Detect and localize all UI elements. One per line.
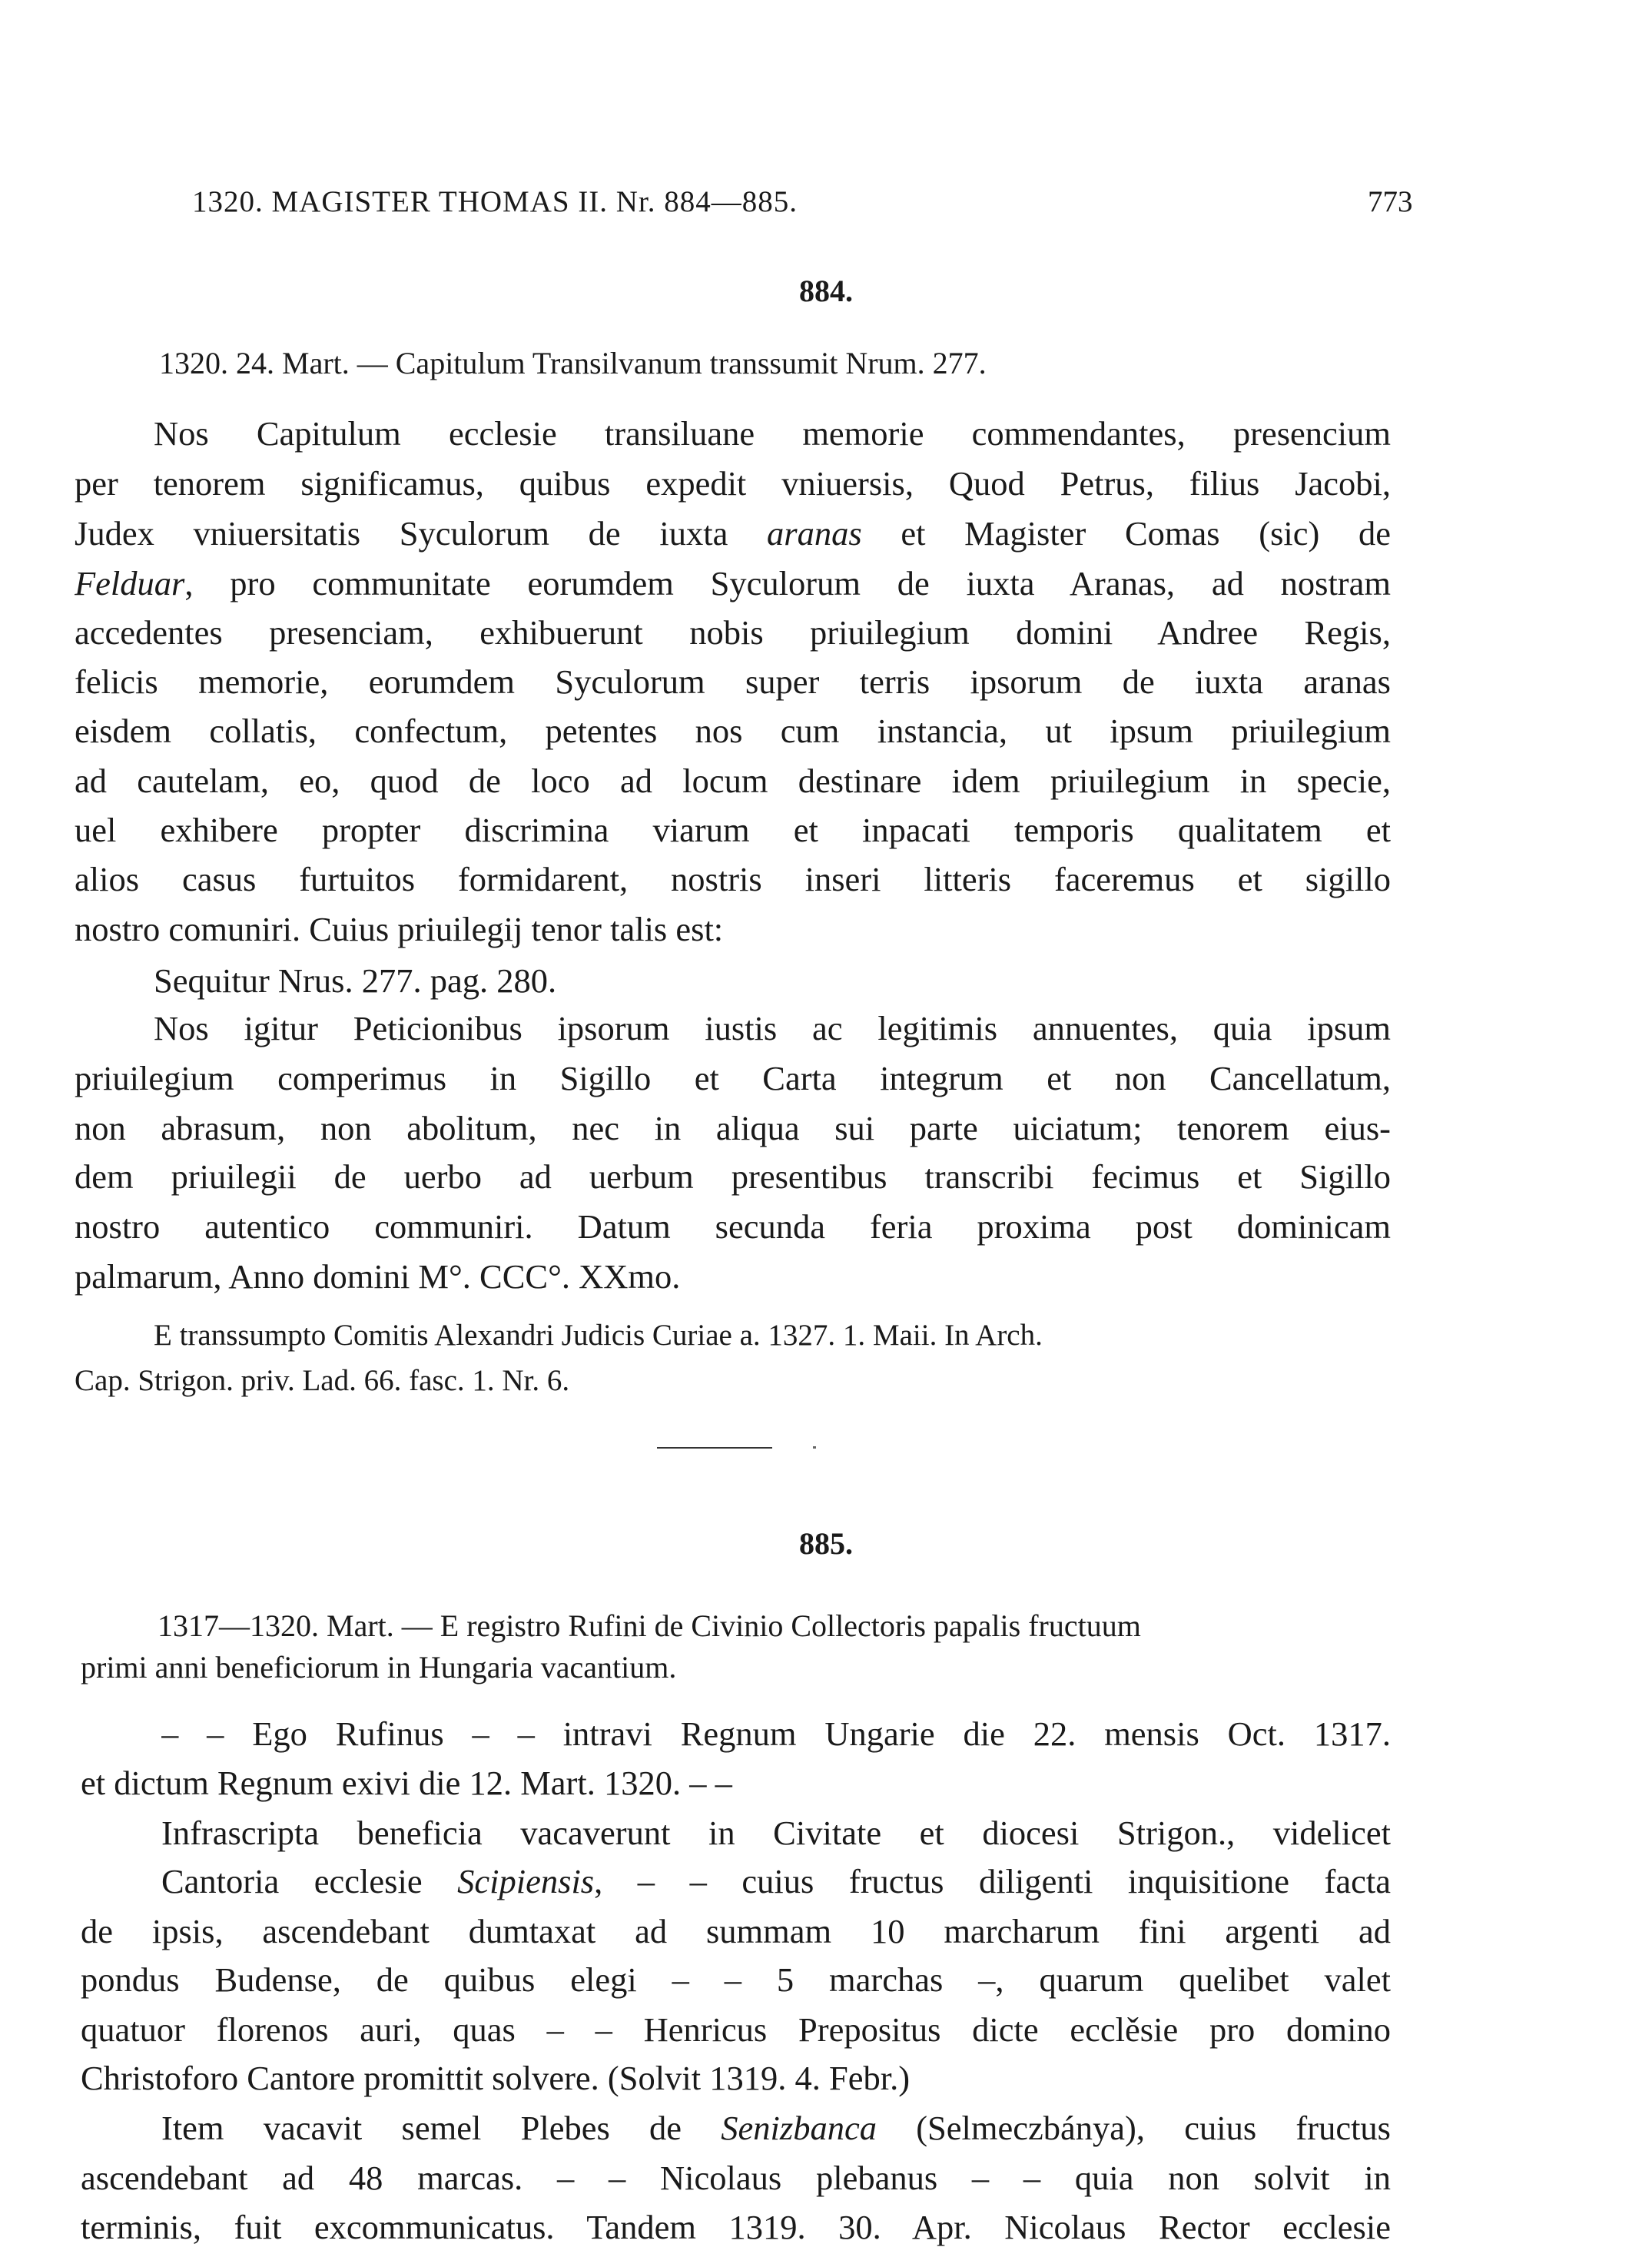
line-text: terminis, fuit excommunicatus. Tandem 1319. 30. Apr. Nicolaus Rector ecclesie	[81, 2208, 1391, 2246]
line-text: (Selmeczbánya), cuius fructus	[876, 2109, 1391, 2147]
italic-place-name: Felduar	[75, 564, 185, 602]
text-line	[161, 2108, 1391, 2154]
line-text: – – Ego Rufinus – – intravi Regnum Ungarie die 22. mensis Oct. 1317.	[161, 1714, 1391, 1753]
text-line	[81, 2058, 910, 2098]
text-line	[81, 2158, 1391, 2204]
text-line	[75, 711, 1391, 757]
text-line	[154, 1008, 1391, 1054]
text-line	[75, 761, 1391, 807]
text-line	[81, 1763, 732, 1803]
text-line	[75, 1157, 1391, 1203]
text-line	[75, 859, 1391, 905]
line-text: uel exhibere propter discrimina viarum et inpacati temporis qualitatem et	[75, 811, 1391, 849]
line-text: primi anni beneficiorum in Hungaria vacantium.	[81, 1650, 677, 1684]
line-text: nostro comuniri. Cuius priuilegij tenor talis est:	[75, 910, 724, 948]
line-text: Nos Capitulum ecclesie transiluane memorie commendantes, presencium	[154, 414, 1391, 453]
line-text: Infrascripta beneficia vacaverunt in Civitate et diocesi Strigon., videlicet	[161, 1814, 1391, 1852]
line-text: Judex vniuersitatis Syculorum de iuxta	[75, 514, 767, 553]
text-line	[81, 2010, 1391, 2056]
line-text: pondus Budense, de quibus elegi – – 5 marchas –, quarum quelibet valet	[81, 1960, 1391, 1999]
text-line	[75, 1058, 1391, 1104]
line-text: Nos igitur Peticionibus ipsorum iustis ac legitimis annuentes, quia ipsum	[154, 1009, 1391, 1047]
section-divider	[657, 1447, 772, 1449]
section-divider-dot	[813, 1446, 816, 1449]
text-line	[161, 1714, 1391, 1760]
text-line	[75, 1363, 569, 1398]
italic-place-name: aranas	[767, 514, 862, 553]
text-line	[161, 1861, 1391, 1907]
line-text: non abrasum, non abolitum, nec in aliqua sui parte uiciatum; tenorem eius-	[75, 1109, 1391, 1147]
line-text: felicis memorie, eorumdem Syculorum super terris ipsorum de iuxta aranas	[75, 662, 1391, 701]
line-text: E transsumpto Comitis Alexandri Judicis Curiae a. 1327. 1. Maii. In Arch.	[154, 1319, 1043, 1352]
line-text: de ipsis, ascendebant dumtaxat ad summam 10 marcharum fini argenti ad	[81, 1912, 1391, 1950]
line-text: et Magister Comas (sic) de	[861, 514, 1391, 553]
line-text: , – – cuius fructus diligenti inquisitione facta	[594, 1862, 1391, 1900]
text-line	[75, 513, 1391, 559]
text-line	[154, 1318, 1316, 1364]
text-line	[154, 961, 556, 1001]
line-text: eisdem collatis, confectum, petentes nos cum instancia, ut ipsum priuilegium	[75, 712, 1391, 750]
text-line	[161, 1813, 1391, 1859]
italic-place-name: Senizbanca	[721, 2109, 877, 2147]
text-line	[158, 1608, 1381, 1654]
text-line	[75, 1207, 1391, 1253]
line-text: Cap. Strigon. priv. Lad. 66. fasc. 1. Nr. 6.	[75, 1364, 570, 1397]
line-text: Cantoria ecclesie	[161, 1862, 458, 1900]
line-text: , pro communitate eorumdem Syculorum de iuxta Aranas, ad nostram	[184, 564, 1391, 602]
text-line	[75, 612, 1391, 659]
document-number-885: 885.	[799, 1526, 853, 1561]
text-line	[81, 1911, 1391, 1957]
regest-heading-884: 1320. 24. Mart. — Capitulum Transilvanum transsumit Nrum. 277.	[159, 346, 987, 380]
page-number: 773	[1368, 185, 1413, 218]
text-line	[75, 563, 1391, 609]
text-line	[75, 909, 723, 949]
document-number-884: 884.	[799, 274, 853, 308]
line-text: ad cautelam, eo, quod de loco ad locum destinare idem priuilegium in specie,	[75, 762, 1391, 800]
text-line	[81, 2207, 1391, 2253]
running-title: 1320. MAGISTER THOMAS II. Nr. 884—885.	[192, 185, 798, 218]
line-text: priuilegium comperimus in Sigillo et Carta integrum et non Cancellatum,	[75, 1059, 1391, 1097]
text-line	[75, 810, 1391, 856]
line-text: Sequitur Nrus. 277. pag. 280.	[154, 961, 557, 1000]
line-text: Item vacavit semel Plebes de	[161, 2109, 722, 2147]
line-text: accedentes presenciam, exhibuerunt nobis priuilegium domini Andree Regis,	[75, 613, 1391, 652]
line-text: ascendebant ad 48 marcas. – – Nicolaus plebanus – – quia non solvit in	[81, 2159, 1391, 2197]
text-line	[75, 1256, 680, 1296]
text-line	[154, 413, 1391, 460]
line-text: et dictum Regnum exivi die 12. Mart. 1320. – –	[81, 1764, 732, 1802]
italic-place-name: Scipiensis	[457, 1862, 595, 1900]
line-text: dem priuilegii de uerbo ad uerbum presentibus transcribi fecimus et Sigillo	[75, 1157, 1391, 1196]
line-text: 1317—1320. Mart. — E registro Rufini de Civinio Collectoris papalis fructuum	[158, 1608, 1141, 1643]
line-text: per tenorem significamus, quibus expedit vniuersis, Quod Petrus, filius Jacobi,	[75, 464, 1391, 503]
line-text: palmarum, Anno domini M°. CCC°. XXmo.	[75, 1257, 681, 1296]
text-line	[81, 1960, 1391, 2006]
text-line	[75, 463, 1391, 509]
text-line	[81, 1649, 676, 1685]
line-text: nostro autentico communiri. Datum secunda feria proxima post dominicam	[75, 1207, 1391, 1246]
line-text: alios casus furtuitos formidarent, nostris inseri litteris faceremus et sigillo	[75, 860, 1391, 898]
line-text: Christoforo Cantore promittit solvere. (Solvit 1319. 4. Febr.)	[81, 2059, 911, 2097]
text-line	[75, 1108, 1391, 1154]
line-text: quatuor florenos auri, quas – – Henricus Prepositus dicte ecclěsie pro domino	[81, 2010, 1391, 2049]
text-line	[75, 662, 1391, 708]
